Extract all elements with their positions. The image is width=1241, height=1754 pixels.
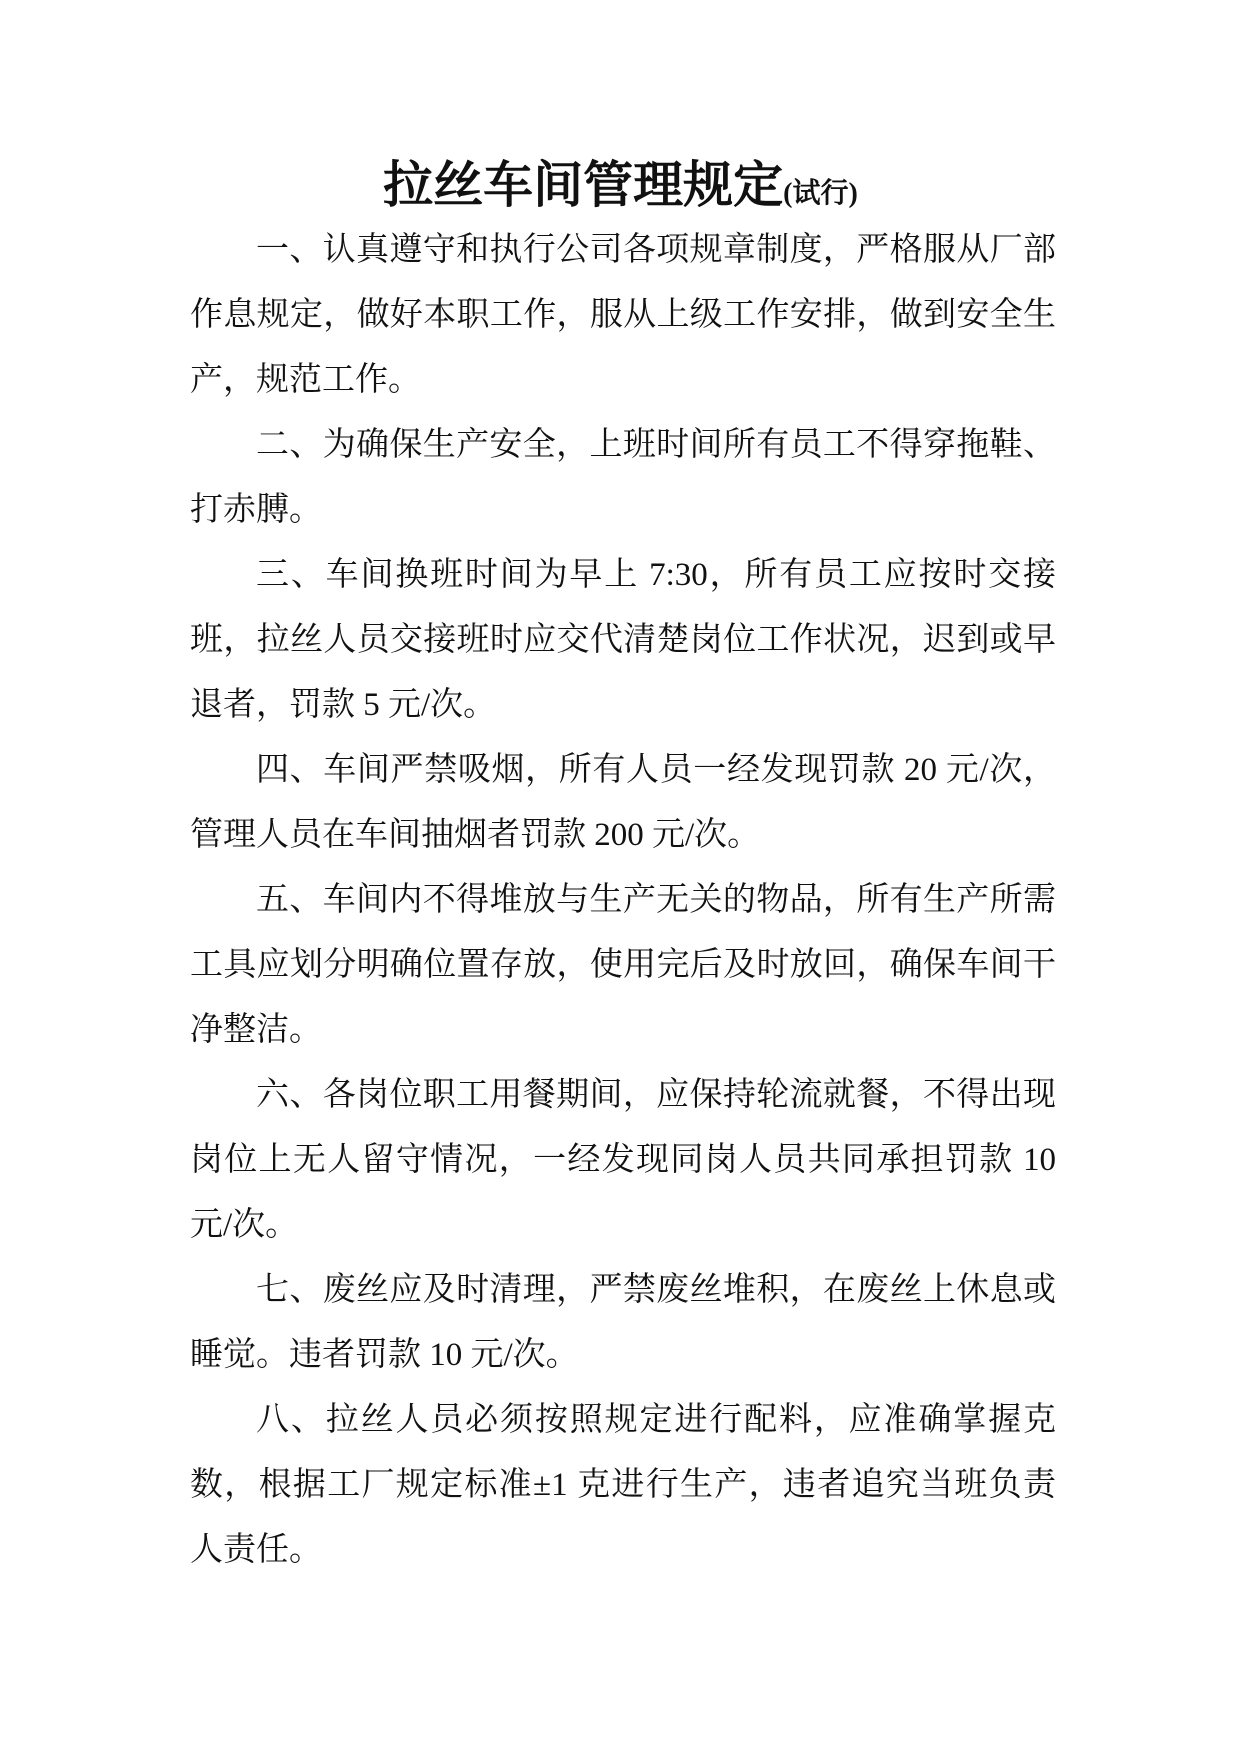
title-note: (试行) [783,178,858,209]
regulation-body [190,218,1056,1583]
regulation-item-4: 四、车间严禁吸烟，所有人员一经发现罚款 20 元/次，管理人员在车间抽烟者罚款 200 元/次。 [190,752,1056,853]
regulation-item-2: 二、为确保生产安全，上班时间所有员工不得穿拖鞋、打赤膊。 [190,427,1056,528]
document-title [0,150,1241,220]
title-main: 拉丝车间管理规定 [383,157,784,213]
regulation-item-5: 五、车间内不得堆放与生产无关的物品，所有生产所需工具应划分明确位置存放，使用完后及时放回，确保车间干净整洁。 [190,882,1056,1048]
regulation-item-8: 八、拉丝人员必须按照规定进行配料，应准确掌握克数，根据工厂规定标准±1 克进行生产，违者追究当班负责人责任。 [190,1402,1056,1568]
regulation-item-6: 六、各岗位职工用餐期间，应保持轮流就餐，不得出现岗位上无人留守情况，一经发现同岗人员共同承担罚款 10 元/次。 [190,1077,1056,1243]
regulation-item-3: 三、车间换班时间为早上 7:30，所有员工应按时交接班，拉丝人员交接班时应交代清楚岗位工作状况，迟到或早退者，罚款 5 元/次。 [190,557,1056,723]
regulation-item-1: 一、认真遵守和执行公司各项规章制度，严格服从厂部作息规定，做好本职工作，服从上级工作安排，做到安全生产，规范工作。 [190,232,1056,398]
regulation-item-7: 七、废丝应及时清理，严禁废丝堆积，在废丝上休息或睡觉。违者罚款 10 元/次。 [190,1272,1056,1373]
